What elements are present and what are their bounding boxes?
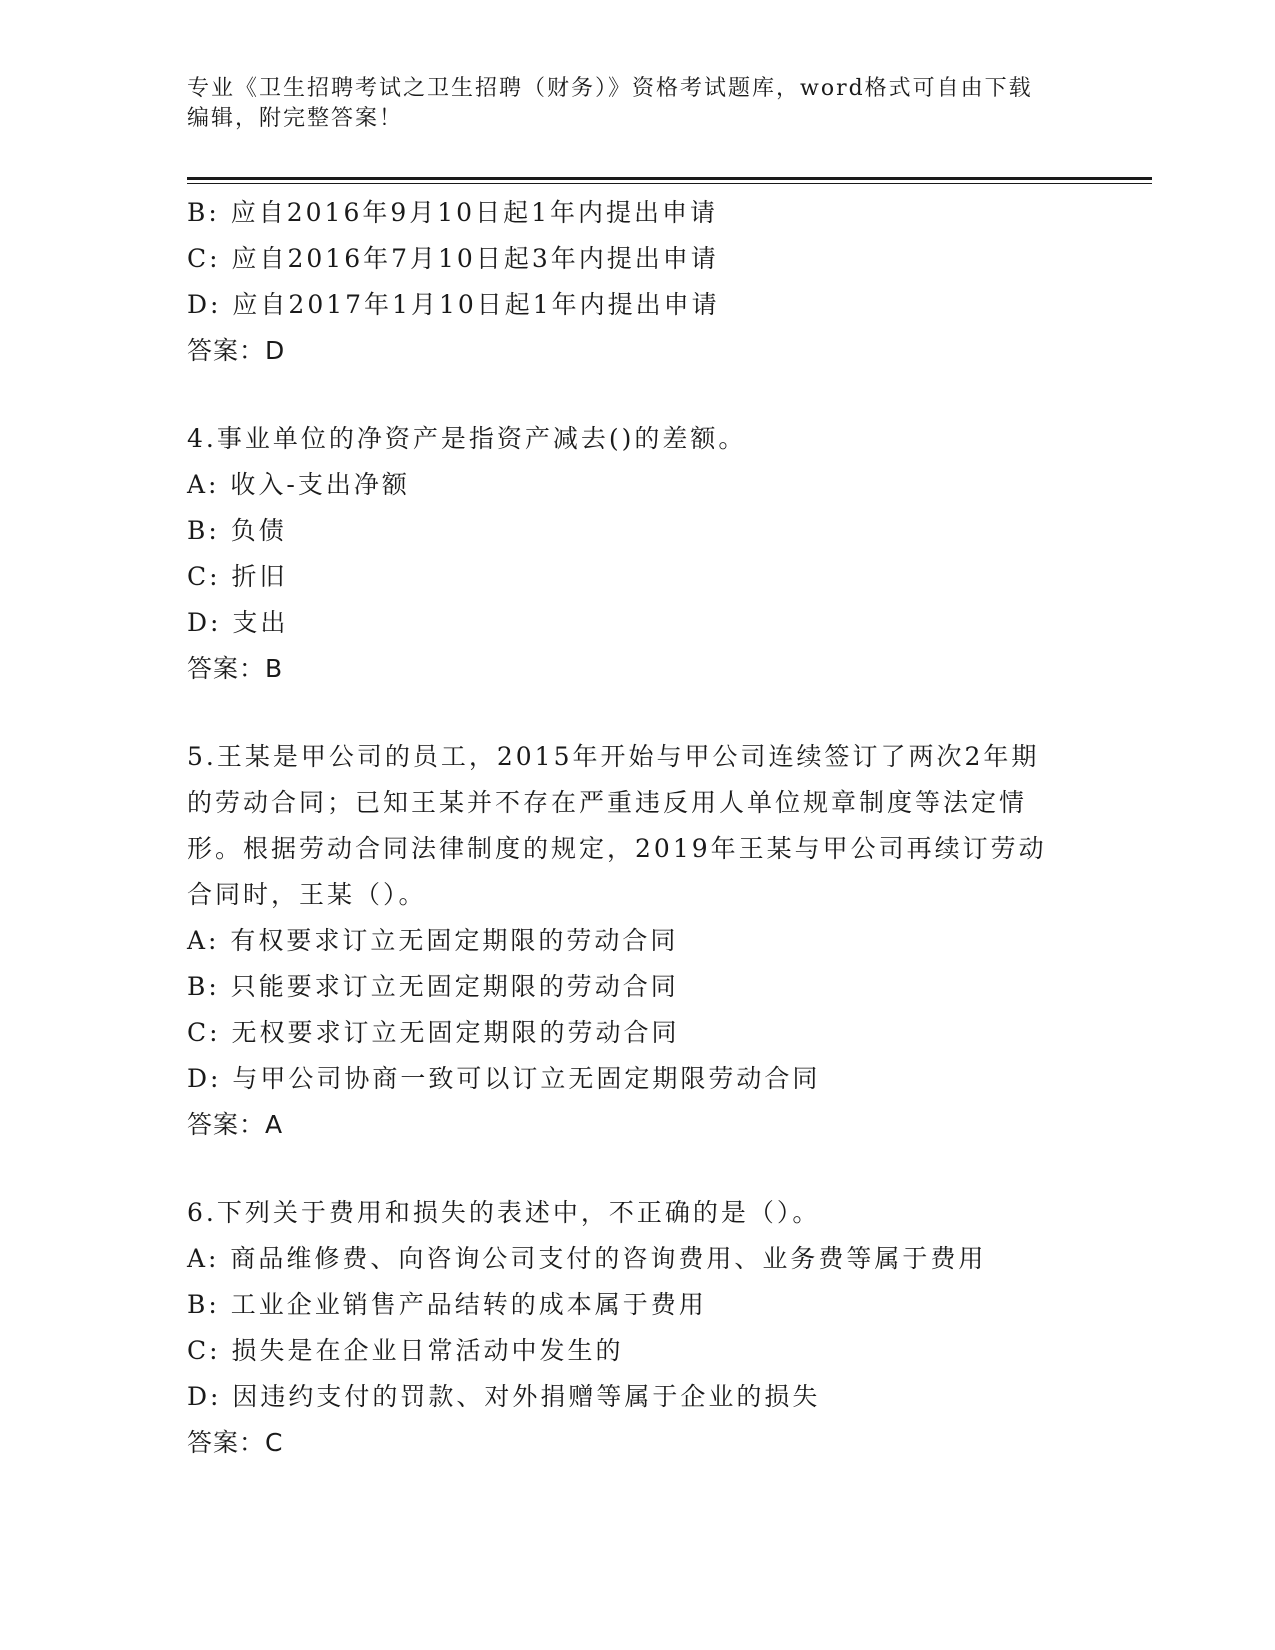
- option-d: D: 支出: [187, 608, 289, 637]
- question-5: [187, 734, 1067, 1148]
- question-6: [187, 1190, 1067, 1466]
- option-a: A: 收入-支出净额: [187, 470, 410, 499]
- header-line-1: 专业《卫生招聘考试之卫生招聘（财务）》资格考试题库，word格式可自由下载: [187, 76, 1033, 101]
- answer: 答案：B: [187, 654, 284, 683]
- option-b: B: 负债: [187, 516, 287, 545]
- option-d: D: 应自2017年1月10日起1年内提出申请: [187, 290, 720, 319]
- option-d: D: 与甲公司协商一致可以订立无固定期限劳动合同: [187, 1064, 821, 1093]
- page-header: [187, 74, 1067, 134]
- header-line-2: 编辑，附完整答案！: [187, 106, 404, 131]
- question-stem-line: 合同时，王某（）。: [187, 880, 427, 909]
- option-c: C: 无权要求订立无固定期限的劳动合同: [187, 1018, 680, 1047]
- question-4: [187, 416, 1067, 692]
- question-list: [187, 190, 1067, 1466]
- question-stem-line: 形。根据劳动合同法律制度的规定，2019年王某与甲公司再续订劳动: [187, 834, 1047, 863]
- option-b: B: 只能要求订立无固定期限的劳动合同: [187, 972, 679, 1001]
- spacer: [187, 374, 1067, 416]
- question-stem-line: 的劳动合同；已知王某并不存在严重违反用人单位规章制度等法定情: [187, 788, 1028, 817]
- spacer: [187, 1148, 1067, 1190]
- question-stem: 6.下列关于费用和损失的表述中，不正确的是（）。: [187, 1198, 821, 1227]
- spacer: [187, 692, 1067, 734]
- option-a: A: 商品维修费、向咨询公司支付的咨询费用、业务费等属于费用: [187, 1244, 987, 1273]
- option-b: B: 应自2016年9月10日起1年内提出申请: [187, 198, 718, 227]
- option-c: C: 损失是在企业日常活动中发生的: [187, 1336, 624, 1365]
- answer: 答案：D: [187, 336, 286, 365]
- question-3-tail: [187, 190, 1067, 374]
- option-d: D: 因违约支付的罚款、对外捐赠等属于企业的损失: [187, 1382, 821, 1411]
- question-stem-line: 5.王某是甲公司的员工，2015年开始与甲公司连续签订了两次2年期: [187, 742, 1040, 771]
- answer: 答案：C: [187, 1428, 284, 1457]
- option-a: A: 有权要求订立无固定期限的劳动合同: [187, 926, 679, 955]
- option-c: C: 折旧: [187, 562, 288, 591]
- question-stem: 4.事业单位的净资产是指资产减去()的差额。: [187, 424, 747, 453]
- header-rule-thin: [187, 183, 1152, 184]
- header-rule-thick: [187, 177, 1152, 180]
- answer: 答案：A: [187, 1110, 284, 1139]
- option-c: C: 应自2016年7月10日起3年内提出申请: [187, 244, 719, 273]
- option-b: B: 工业企业销售产品结转的成本属于费用: [187, 1290, 707, 1319]
